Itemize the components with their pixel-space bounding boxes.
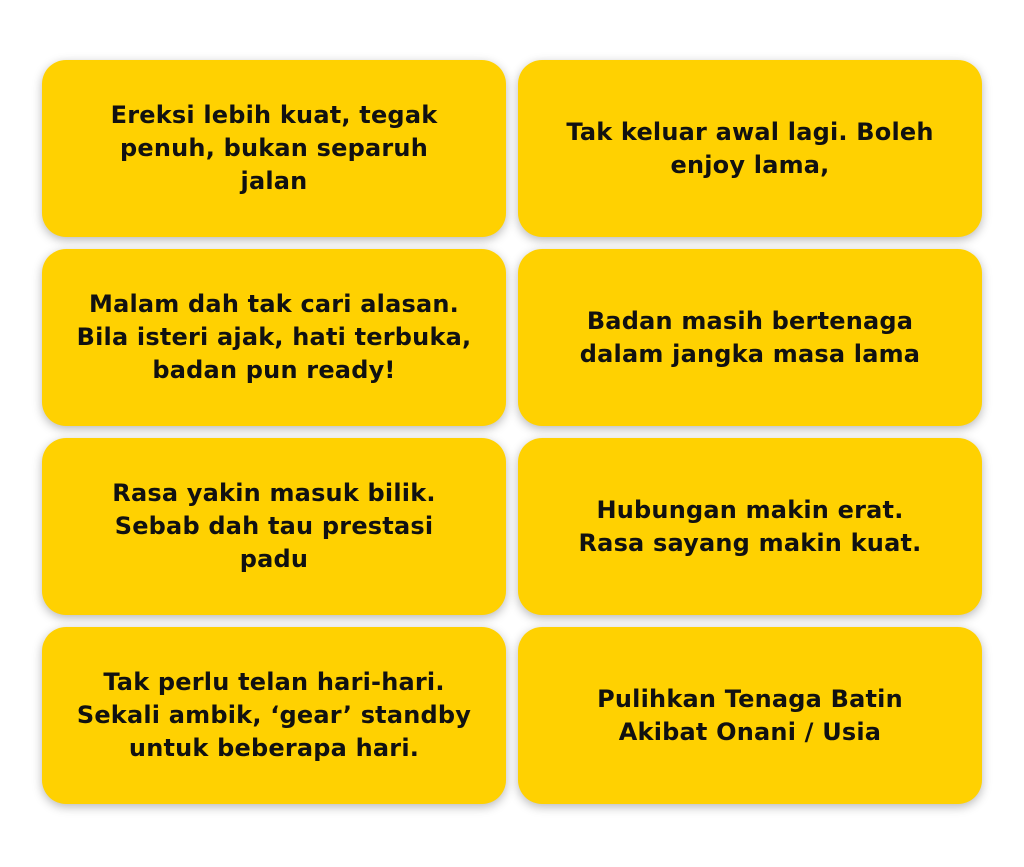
benefit-card-confidence	[42, 438, 506, 615]
benefit-card-text: Ereksi lebih kuat, tegak penuh, bukan separuh jalan	[110, 101, 438, 195]
benefit-card-text: Malam dah tak cari alasan. Bila isteri ajak, hati terbuka, badan pun ready!	[76, 290, 472, 384]
benefit-card-text: Rasa yakin masuk bilik. Sebab dah tau prestasi padu	[112, 479, 436, 573]
benefit-card-energy	[518, 249, 982, 426]
benefit-card-grid	[42, 60, 982, 804]
benefit-card-restore	[518, 627, 982, 804]
benefit-card-text: Pulihkan Tenaga Batin Akibat Onani / Usia	[597, 684, 903, 746]
benefit-card-standby	[42, 627, 506, 804]
benefit-card-lasting	[518, 60, 982, 237]
benefit-card-ready	[42, 249, 506, 426]
benefit-card-text: Hubungan makin erat. Rasa sayang makin kuat.	[578, 495, 922, 557]
benefit-card-text: Tak keluar awal lagi. Boleh enjoy lama,	[566, 117, 934, 179]
benefit-card-erection	[42, 60, 506, 237]
benefit-card-text: Tak perlu telan hari-hari. Sekali ambik, ‘gear’ standby untuk beberapa hari.	[76, 668, 472, 762]
benefit-card-text: Badan masih bertenaga dalam jangka masa lama	[579, 306, 921, 368]
benefit-card-relationship	[518, 438, 982, 615]
